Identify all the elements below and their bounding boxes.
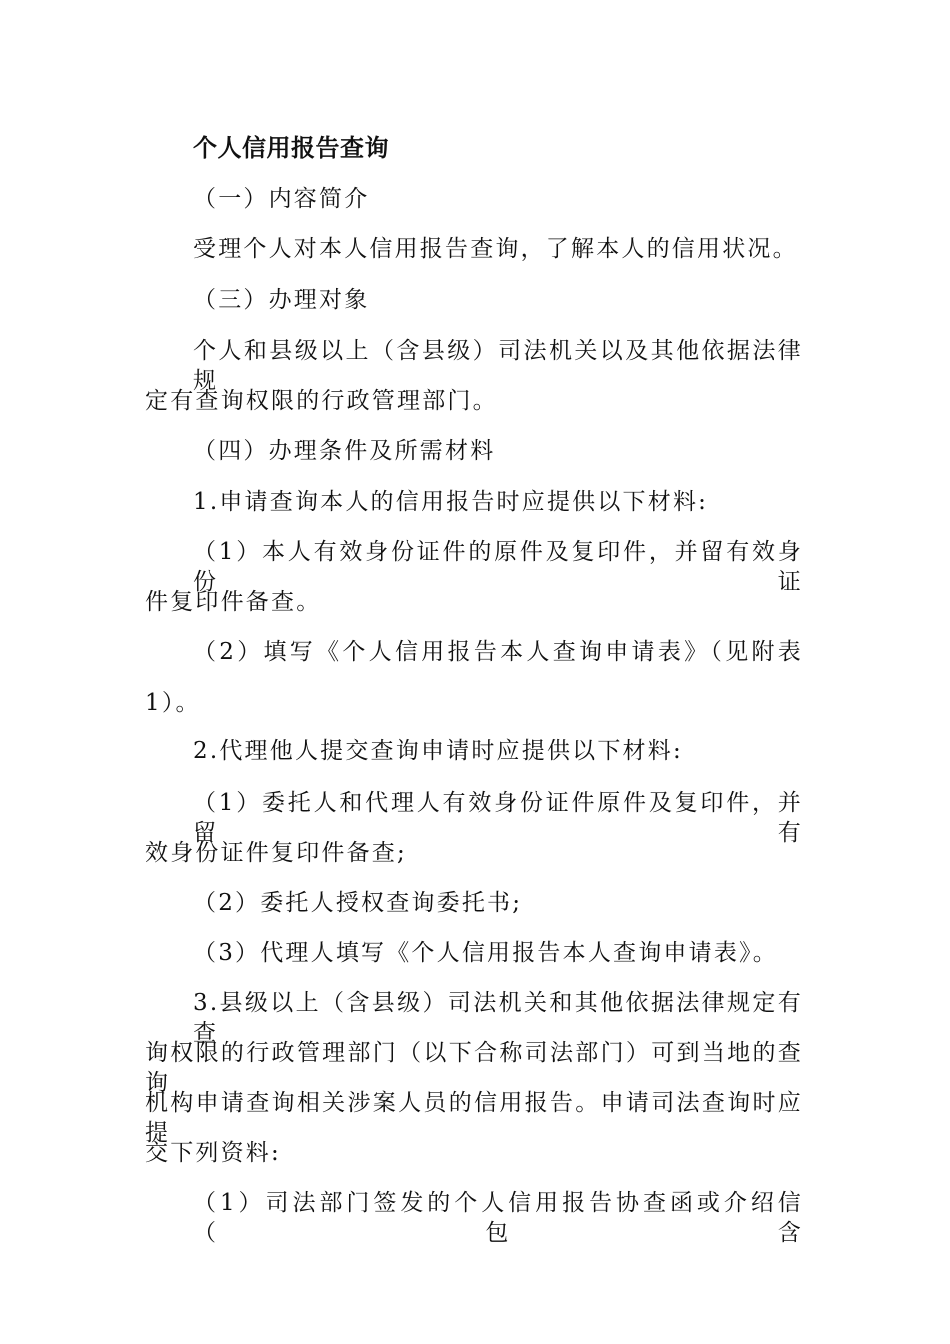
list-item: 2.代理他人提交查询申请时应提供以下材料: [193, 738, 683, 764]
list-item: （1）司法部门签发的个人信用报告协查函或介绍信（包含 [193, 1190, 803, 1246]
list-item: （3）代理人填写《个人信用报告本人查询申请表》。 [193, 940, 778, 966]
list-item: （1）本人有效身份证件的原件及复印件，并留有效身份证 [193, 539, 803, 595]
list-item: （1）委托人和代理人有效身份证件原件及复印件，并留有 [193, 790, 803, 846]
paragraph-line: 受理个人对本人信用报告查询，了解本人的信用状况。 [193, 236, 798, 262]
section-heading-target: （三）办理对象 [193, 287, 370, 313]
document-title: 个人信用报告查询 [193, 133, 389, 162]
paragraph-line: 效身份证件复印件备查; [145, 840, 407, 866]
section-heading-conditions: （四）办理条件及所需材料 [193, 438, 496, 464]
paragraph-line: 件复印件备查。 [145, 589, 322, 615]
paragraph-line: 个人和县级以上（含县级）司法机关以及其他依据法律规 [193, 338, 803, 394]
list-item: （2）委托人授权查询委托书; [193, 890, 523, 916]
paragraph-line: 机构申请查询相关涉案人员的信用报告。申请司法查询时应提 [145, 1090, 803, 1146]
section-heading-intro: （一）内容简介 [193, 186, 370, 212]
paragraph-line: 1）。 [145, 690, 201, 716]
paragraph-line: 交下列资料: [145, 1140, 281, 1166]
list-item: 3.县级以上（含县级）司法机关和其他依据法律规定有查 [193, 990, 803, 1046]
paragraph-line: 定有查询权限的行政管理部门。 [145, 388, 498, 414]
list-item: （2）填写《个人信用报告本人查询申请表》（见附表 [193, 639, 803, 665]
paragraph-line: 询权限的行政管理部门（以下合称司法部门）可到当地的查询 [145, 1040, 803, 1096]
list-item: 1.申请查询本人的信用报告时应提供以下材料: [193, 489, 709, 515]
